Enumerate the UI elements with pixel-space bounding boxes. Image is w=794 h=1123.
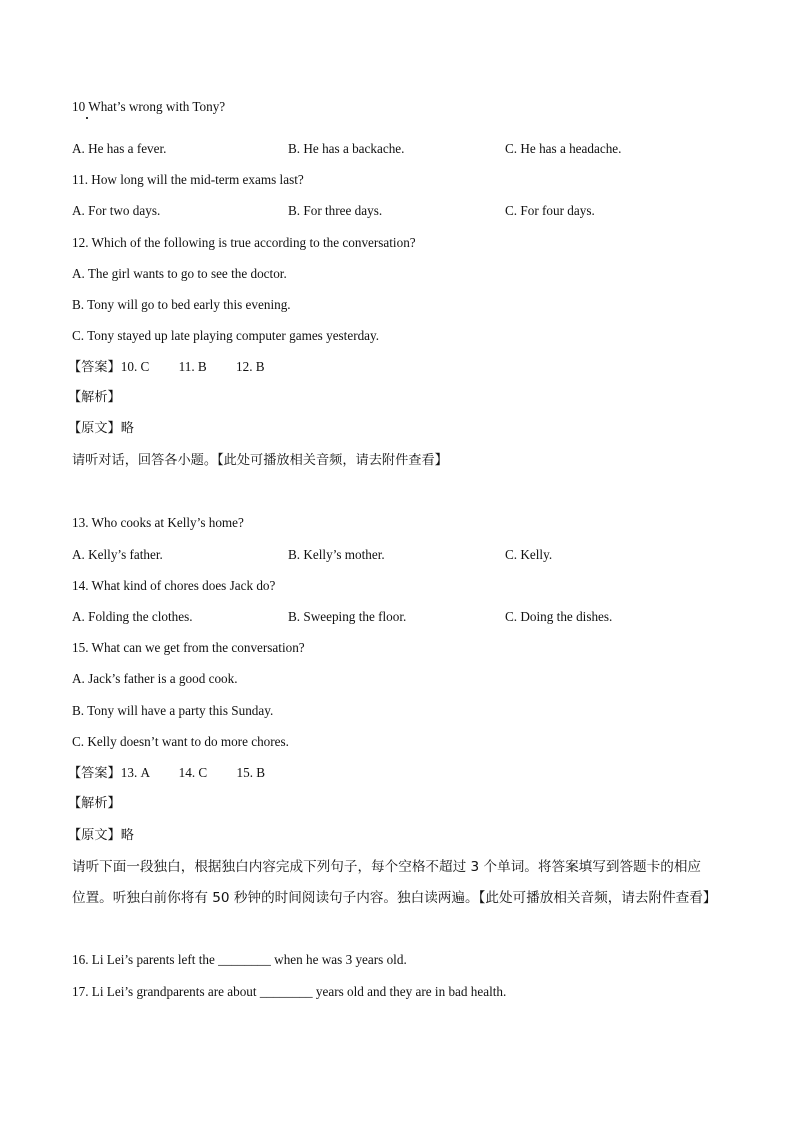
- option-13-b: B. Kelly’s mother.: [288, 547, 385, 562]
- option-12-c: C. Tony stayed up late playing computer games yesterday.: [72, 328, 380, 343]
- answer-line-1: [68, 358, 265, 377]
- original-text-1: 【原文】略: [68, 421, 134, 436]
- option-13-a: A. Kelly’s father.: [72, 547, 163, 562]
- question-13: 13. Who cooks at Kelly’s home?: [72, 515, 244, 530]
- option-15-b: B. Tony will have a party this Sunday.: [72, 703, 274, 718]
- option-11-a: A. For two days.: [72, 203, 161, 218]
- option-11-b: B. For three days.: [288, 203, 383, 218]
- option-14-b: B. Sweeping the floor.: [288, 609, 407, 624]
- answer-11: 11. B: [178, 359, 207, 374]
- option-15-c: C. Kelly doesn’t want to do more chores.: [72, 734, 289, 749]
- options-13: [72, 546, 722, 564]
- option-10-a: A. He has a fever.: [72, 141, 167, 156]
- question-15: 15. What can we get from the conversation?: [72, 640, 305, 655]
- option-14-a: A. Folding the clothes.: [72, 609, 193, 624]
- answer-13: 13. A: [120, 765, 150, 780]
- question-12: 12. Which of the following is true according to the conversation?: [72, 235, 416, 250]
- option-12-a: A. The girl wants to go to see the doctor.: [72, 266, 287, 281]
- listening-instruction-2a: 请听下面一段独白，根据独白内容完成下列句子，每个空格不超过 3 个单词。将答案填写到答题卡的相应: [72, 859, 702, 875]
- original-text-2: 【原文】略: [68, 828, 134, 843]
- option-11-c: C. For four days.: [505, 203, 595, 218]
- answer-15: 15. B: [236, 765, 266, 780]
- analysis-label-1: 【解析】: [68, 390, 121, 405]
- option-15-a: A. Jack’s father is a good cook.: [72, 671, 238, 686]
- options-11: [72, 202, 722, 220]
- options-14: [72, 608, 722, 626]
- answer-line-2: [68, 764, 266, 783]
- option-12-b: B. Tony will go to bed early this evening.: [72, 297, 291, 312]
- analysis-label-2: 【解析】: [68, 796, 121, 811]
- answer-14: 14. C: [178, 765, 208, 780]
- option-10-b: B. He has a backache.: [288, 141, 405, 156]
- stray-dot: [86, 117, 88, 119]
- question-11: 11. How long will the mid-term exams last?: [72, 172, 304, 187]
- listening-instruction-2b: 位置。听独白前你将有 50 秒钟的时间阅读句子内容。独白读两遍。【此处可播放相关音频，请去附件查看】: [72, 890, 717, 906]
- option-14-c: C. Doing the dishes.: [505, 609, 613, 624]
- option-10-c: C. He has a headache.: [505, 141, 622, 156]
- answer-12: 12. B: [236, 359, 265, 374]
- answer-label: 【答案】: [68, 360, 121, 375]
- question-10: 10 What’s wrong with Tony?: [72, 99, 226, 114]
- question-16: 16. Li Lei’s parents left the ________ when he was 3 years old.: [72, 952, 407, 967]
- answer-10: 10. C: [120, 359, 150, 374]
- options-10: [72, 140, 722, 158]
- question-17: 17. Li Lei’s grandparents are about ________ years old and they are in bad health.: [72, 984, 507, 999]
- answer-label: 【答案】: [68, 766, 121, 781]
- option-13-c: C. Kelly.: [505, 547, 553, 562]
- listening-instruction-1: 请听对话，回答各小题。【此处可播放相关音频，请去附件查看】: [72, 453, 448, 468]
- question-14: 14. What kind of chores does Jack do?: [72, 578, 276, 593]
